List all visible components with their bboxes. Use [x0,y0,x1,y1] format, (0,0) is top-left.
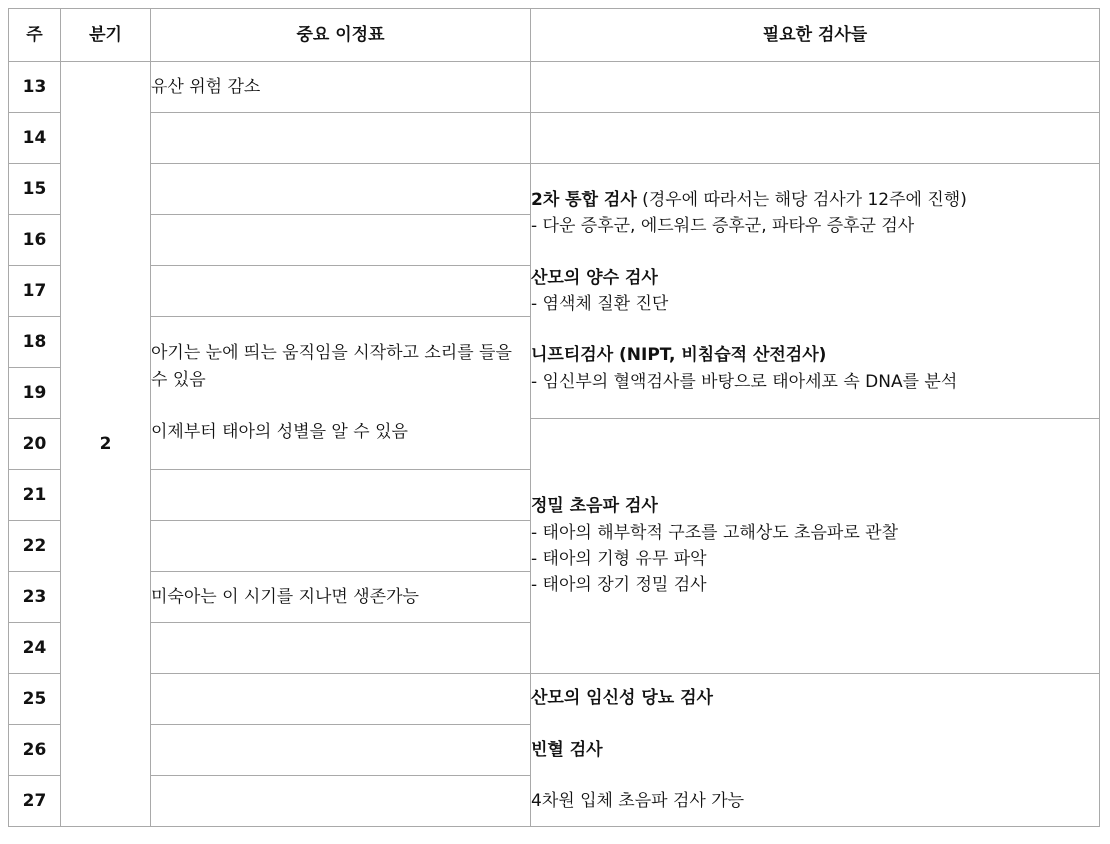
header-quarter: 분기 [61,9,151,62]
pregnancy-schedule-table [8,8,1100,827]
header-week: 주 [9,9,61,62]
test-note: (경우에 따라서는 해당 검사가 12주에 진행) [636,189,967,210]
table-row [9,674,1100,725]
milestone-cell-empty [151,266,531,317]
milestone-text: 이제부터 태아의 성별을 알 수 있음 [151,422,408,443]
week-number: 18 [9,317,61,368]
milestone-cell-empty [151,113,531,164]
milestone-cell-empty [151,776,531,827]
milestone-cell-empty [151,725,531,776]
header-row [9,9,1100,62]
test-item: - 태아의 기형 유무 파악 [531,549,707,569]
4d-ultrasound-block [531,788,1099,814]
week-number: 27 [9,776,61,827]
week-number: 25 [9,674,61,725]
test-title: 니프티검사 (NIPT, 비침습적 산전검사) [531,345,827,366]
amniocentesis-block [531,265,1099,318]
milestone-cell-empty [151,623,531,674]
test-title: 산모의 양수 검사 [531,267,658,288]
milestone-cell-weeks-18-20 [151,317,531,470]
test-item: 4차원 입체 초음파 검사 가능 [531,791,745,812]
test-item: - 염색체 질환 진단 [531,294,669,314]
week-number: 16 [9,215,61,266]
milestone-cell-empty [151,164,531,215]
test-title: 정밀 초음파 검사 [531,496,658,517]
tests-cell-weeks-20-24 [531,419,1100,674]
table-row [9,164,1100,215]
table-row [9,113,1100,164]
test-item: - 임신부의 혈액검사를 바탕으로 태아세포 속 DNA를 분석 [531,371,958,392]
week-number: 13 [9,62,61,113]
table-row [9,62,1100,113]
week-number: 15 [9,164,61,215]
week-number: 24 [9,623,61,674]
week-number: 19 [9,368,61,419]
quarter-value: 2 [61,62,151,827]
nipt-block [531,342,1099,395]
header-milestone: 중요 이정표 [151,9,531,62]
milestone-text: 유산 위험 감소 [151,76,261,97]
tests-cell-empty [531,62,1100,113]
week-number: 17 [9,266,61,317]
test-title: 2차 통합 검사 [531,189,637,210]
combined-screening-block [531,187,1099,240]
milestone-cell [151,62,531,113]
test-title: 빈혈 검사 [531,739,603,760]
week-number: 22 [9,521,61,572]
milestone-text: 미숙아는 이 시기를 지나면 생존가능 [151,586,419,607]
milestone-cell [151,572,531,623]
test-item: - 태아의 장기 정밀 검사 [531,575,707,596]
milestone-text: 아기는 눈에 띄는 움직임을 시작하고 소리를 들을 수 있음 [151,343,512,390]
milestone-cell-empty [151,674,531,725]
gestational-diabetes-block [531,685,1099,711]
week-number: 26 [9,725,61,776]
milestone-cell-empty [151,470,531,521]
test-item: - 다운 증후군, 에드워드 증후군, 파타우 증후군 검사 [531,216,915,237]
anemia-block [531,737,1099,763]
week-number: 20 [9,419,61,470]
milestone-cell-empty [151,215,531,266]
tests-cell-weeks-15-19 [531,164,1100,419]
milestone-cell-empty [151,521,531,572]
header-tests: 필요한 검사들 [531,9,1100,62]
detailed-ultrasound-block [531,493,1099,598]
week-number: 21 [9,470,61,521]
tests-cell-empty [531,113,1100,164]
tests-cell-weeks-25-27 [531,674,1100,827]
week-number: 14 [9,113,61,164]
week-number: 23 [9,572,61,623]
test-item: - 태아의 해부학적 구조를 고해상도 초음파로 관찰 [531,522,898,543]
test-title: 산모의 임신성 당뇨 검사 [531,688,713,709]
